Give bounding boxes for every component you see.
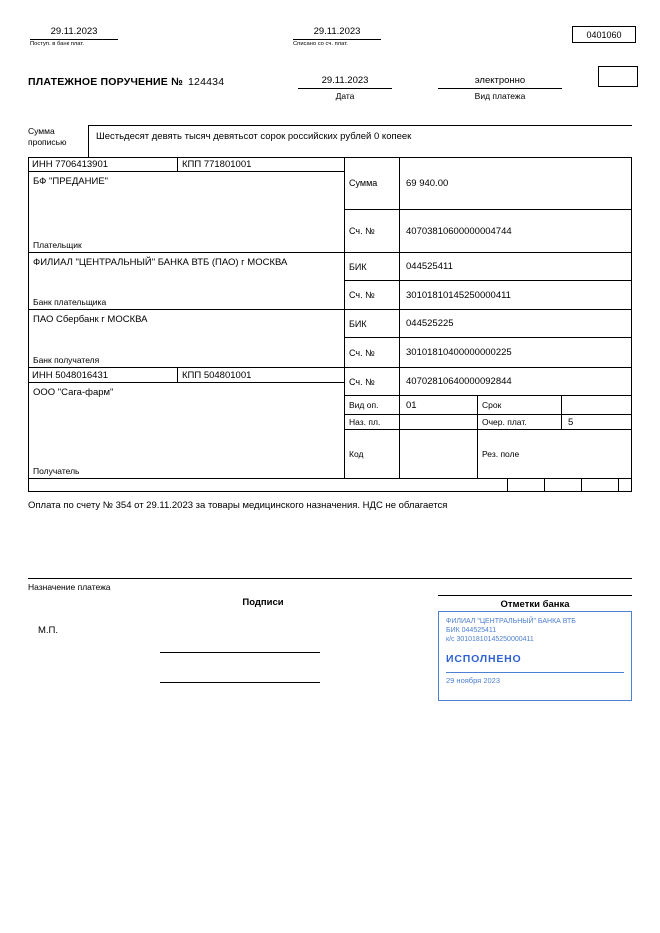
tax-field-cell-3: [545, 478, 582, 492]
beneficiary-bank-bik-cell: 044525225: [400, 310, 632, 338]
beneficiary-section-label: Получатель: [33, 466, 80, 476]
payer-inn-cell: ИНН 7706413901: [28, 157, 178, 172]
payer-bank-account-cell: 30101810145250000411: [400, 281, 632, 310]
amount-value-cell: 69 940.00: [400, 157, 632, 210]
bank-stamp: [438, 611, 632, 701]
payer-name: БФ "ПРЕДАНИЕ": [33, 176, 109, 187]
tax-field-cell-1: [28, 478, 508, 492]
operation-type-cell: 01: [400, 396, 478, 415]
payment-kind-label: Вид платежа: [474, 91, 526, 101]
purpose-divider: [28, 578, 632, 579]
beneficiary-cell: [28, 383, 345, 478]
payer-bank-cell: [28, 253, 345, 310]
bank-stamp-date: 29 ноября 2023: [446, 672, 624, 685]
document-date: 29.11.2023: [298, 75, 392, 89]
beneficiary-bank-name: ПАО Сбербанк г МОСКВА: [33, 314, 148, 325]
stamp-place-label: М.П.: [38, 625, 59, 636]
payer-bank-section-label: Банк плательщика: [33, 297, 107, 307]
code-cell: [400, 430, 478, 478]
received-date: 29.11.2023: [30, 26, 118, 40]
beneficiary-bank-section-label: Банк получателя: [33, 355, 100, 365]
document-number: 124434: [188, 76, 225, 88]
document-title: [28, 76, 224, 88]
beneficiary-account-cell: 40702810640000092844: [400, 368, 632, 396]
payer-account-cell: 40703810600000004744: [400, 210, 632, 253]
beneficiary-account-label-cell: Сч. №: [345, 368, 400, 396]
tax-field-cell-2: [508, 478, 545, 492]
payer-cell: [28, 172, 345, 253]
payment-purpose-text: Оплата по счету № 354 от 29.11.2023 за товары медицинского назначения. НДС не облагается: [28, 500, 448, 511]
payer-section-label: Плательщик: [33, 240, 82, 250]
operation-type-label-cell: Вид оп.: [345, 396, 400, 415]
tax-field-cell-4: [582, 478, 619, 492]
signature-line-1: [160, 652, 320, 653]
bank-stamp-bik: БИК 044525411: [446, 627, 497, 634]
payment-kind: электронно: [438, 75, 562, 89]
payer-account-label-cell: Сч. №: [345, 210, 400, 253]
code-label-cell: Код: [345, 430, 400, 478]
amount-words-box: [88, 125, 632, 157]
purpose-code-label-cell: Наз. пл.: [345, 415, 400, 430]
received-date-field: [30, 26, 118, 47]
received-date-label: Поступ. в банк плат.: [30, 41, 84, 47]
beneficiary-bank-bik-label-cell: БИК: [345, 310, 400, 338]
term-value-cell: [562, 396, 632, 415]
debited-date-label: Списано со сч. плат.: [293, 41, 348, 47]
document-title-text: ПЛАТЕЖНОЕ ПОРУЧЕНИЕ №: [28, 76, 183, 88]
bank-stamp-status: ИСПОЛНЕНО: [446, 653, 522, 665]
corner-box: [598, 66, 638, 87]
beneficiary-kpp-cell: КПП 504801001: [178, 368, 345, 383]
beneficiary-bank-account-cell: 30101810400000000225: [400, 338, 632, 368]
debited-date: 29.11.2023: [293, 26, 381, 40]
bank-stamp-corr-account: к/с 30101810145250000411: [446, 636, 534, 643]
priority-cell: 5: [562, 415, 632, 430]
payer-bank-bik-cell: 044525411: [400, 253, 632, 281]
payer-bank-account-label-cell: Сч. №: [345, 281, 400, 310]
purpose-code-cell: [400, 415, 478, 430]
tax-field-cell-5: [619, 478, 632, 492]
bank-marks-label: Отметки банка: [438, 595, 632, 610]
beneficiary-bank-cell: [28, 310, 345, 368]
beneficiary-name: ООО "Сага-фарм": [33, 387, 114, 398]
beneficiary-bank-account-label-cell: Сч. №: [345, 338, 400, 368]
payment-purpose-label: Назначение платежа: [28, 582, 111, 592]
signature-line-2: [160, 682, 320, 683]
amount-words-text: Шестьдесят девять тысяч девятьсот сорок российских рублей 0 копеек: [96, 131, 412, 142]
reserve-field-cell: Рез. поле: [482, 449, 520, 459]
bank-stamp-bank-name: ФИЛИАЛ "ЦЕНТРАЛЬНЫЙ" БАНКА ВТБ: [446, 618, 576, 625]
amount-words-label: Сумма прописью: [28, 126, 67, 147]
debited-date-field: [293, 26, 381, 47]
document-date-label: Дата: [335, 91, 355, 101]
payer-bank-bik-label-cell: БИК: [345, 253, 400, 281]
priority-label-cell: Очер. плат.: [478, 415, 562, 430]
payer-bank-name: ФИЛИАЛ "ЦЕНТРАЛЬНЫЙ" БАНКА ВТБ (ПАО) г МОСКВА: [33, 257, 288, 268]
amount-label-cell: Сумма: [345, 157, 400, 210]
beneficiary-inn-cell: ИНН 5048016431: [28, 368, 178, 383]
payer-kpp-cell: КПП 771801001: [178, 157, 345, 172]
payment-kind-field: [438, 75, 562, 101]
document-date-field: [298, 75, 392, 101]
form-code: 0401060: [586, 29, 622, 40]
signatures-label: Подписи: [242, 597, 284, 608]
form-code-box: [572, 26, 636, 43]
term-label-cell: Срок: [478, 396, 562, 415]
